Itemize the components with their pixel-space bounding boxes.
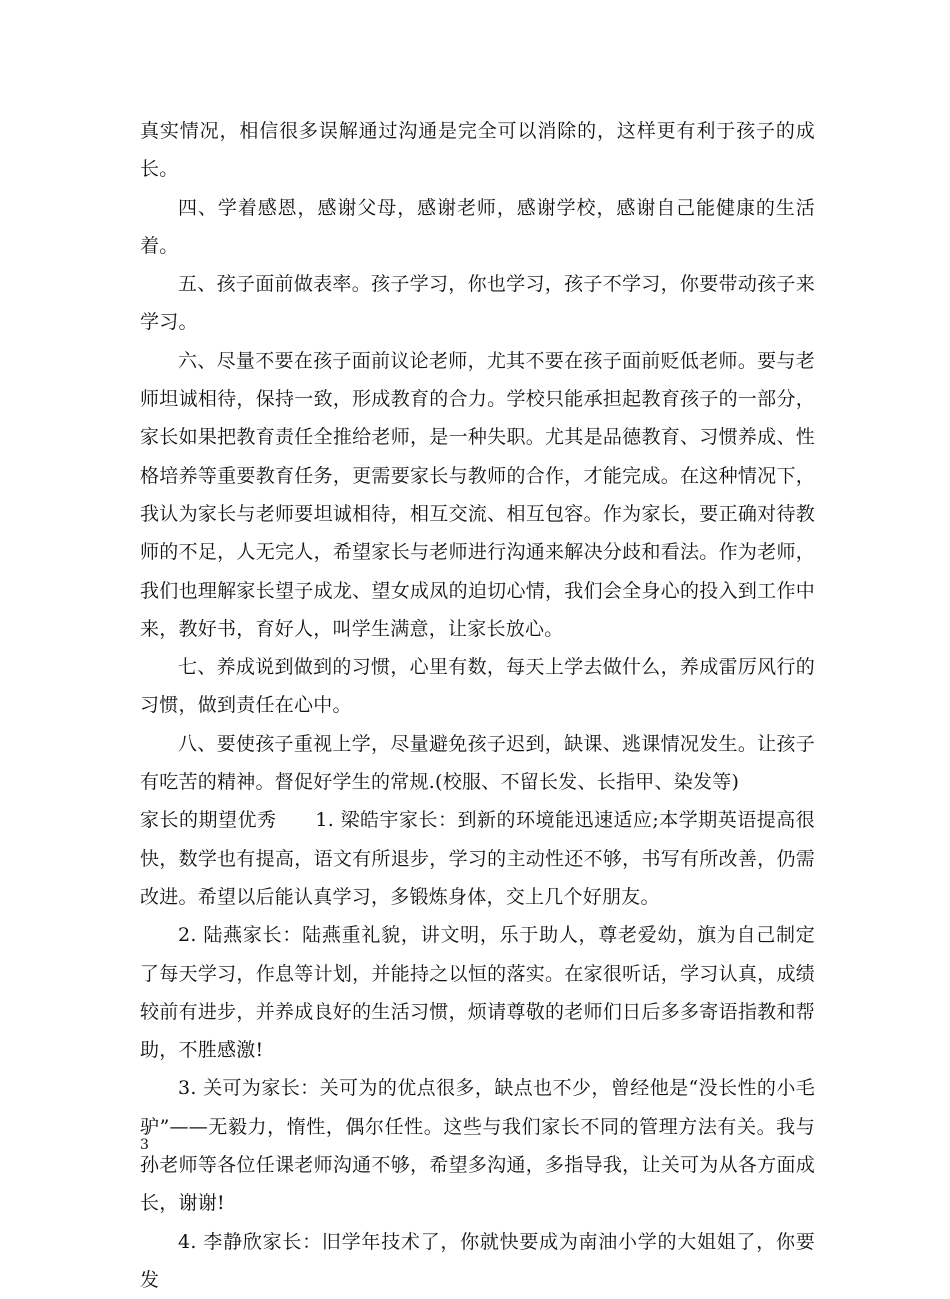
paragraph: 家长的期望优秀 1. 梁皓宇家长：到新的环境能迅速适应;本学期英语提高很快，数学也有提高，语文有所退步，学习的主动性还不够，书写有所改善，仍需改进。希望以后能认真学习，多锻炼身体，交上几个好朋友。 <box>140 809 815 908</box>
paragraph: 四、学着感恩，感谢父母，感谢老师，感谢学校，感谢自己能健康的生活着。 <box>140 196 815 257</box>
paragraph: 六、尽量不要在孩子面前议论老师，尤其不要在孩子面前贬低老师。要与老师坦诚相待，保持一致，形成教育的合力。学校只能承担起教育孩子的一部分，家长如果把教育责任全推给老师，是一种失职。尤其是品德教育、习惯养成、性格培养等重要教育任务，更需要家长与教师的合作，才能完成。在这种情况下，我认为家长与老师要坦诚相待，相互交流、相互包容。作为家长，要正确对待教师的不足，人无完人，希望家长与老师进行沟通来解决分歧和看法。作为老师，我们也理解家长望子成龙、望女成凤的迫切心情，我们会全身心的投入到工作中来，教好书，育好人，叫学生满意，让家长放心。 <box>140 349 815 640</box>
body-text <box>140 112 815 1299</box>
paragraph: 七、养成说到做到的习惯，心里有数，每天上学去做什么，养成雷厉风行的习惯，做到责任在心中。 <box>140 656 815 717</box>
paragraph: 五、孩子面前做表率。孩子学习，你也学习，孩子不学习，你要带动孩子来学习。 <box>140 273 815 334</box>
paragraph: 真实情况，相信很多误解通过沟通是完全可以消除的，这样更有利于孩子的成长。 <box>140 120 815 181</box>
paragraph: 4. 李静欣家长：旧学年技术了，你就快要成为南油小学的大姐姐了，你要发 <box>140 1230 815 1291</box>
page-number: 3 <box>140 1137 149 1153</box>
paragraph: 八、要使孩子重视上学，尽量避免孩子迟到，缺课、逃课情况发生。让孩子有吃苦的精神。督促好学生的常规.(校服、不留长发、长指甲、染发等) <box>140 732 815 794</box>
paragraph: 3. 关可为家长：关可为的优点很多，缺点也不少，曾经他是“没长性的小毛驴”——无毅力，惰性，偶尔任性。这些与我们家长不同的管理方法有关。我与孙老师等各位任课老师沟通不够，希望多沟通，多指导我，让关可为从各方面成长，谢谢! <box>140 1077 815 1215</box>
paragraph: 2. 陆燕家长：陆燕重礼貌，讲文明，乐于助人，尊老爱幼，旗为自己制定了每天学习，作息等计划，并能持之以恒的落实。在家很听话，学习认真，成绩较前有进步，并养成良好的生活习惯，烦请尊敬的老师们日后多多寄语指教和帮助，不胜感激! <box>140 924 815 1062</box>
